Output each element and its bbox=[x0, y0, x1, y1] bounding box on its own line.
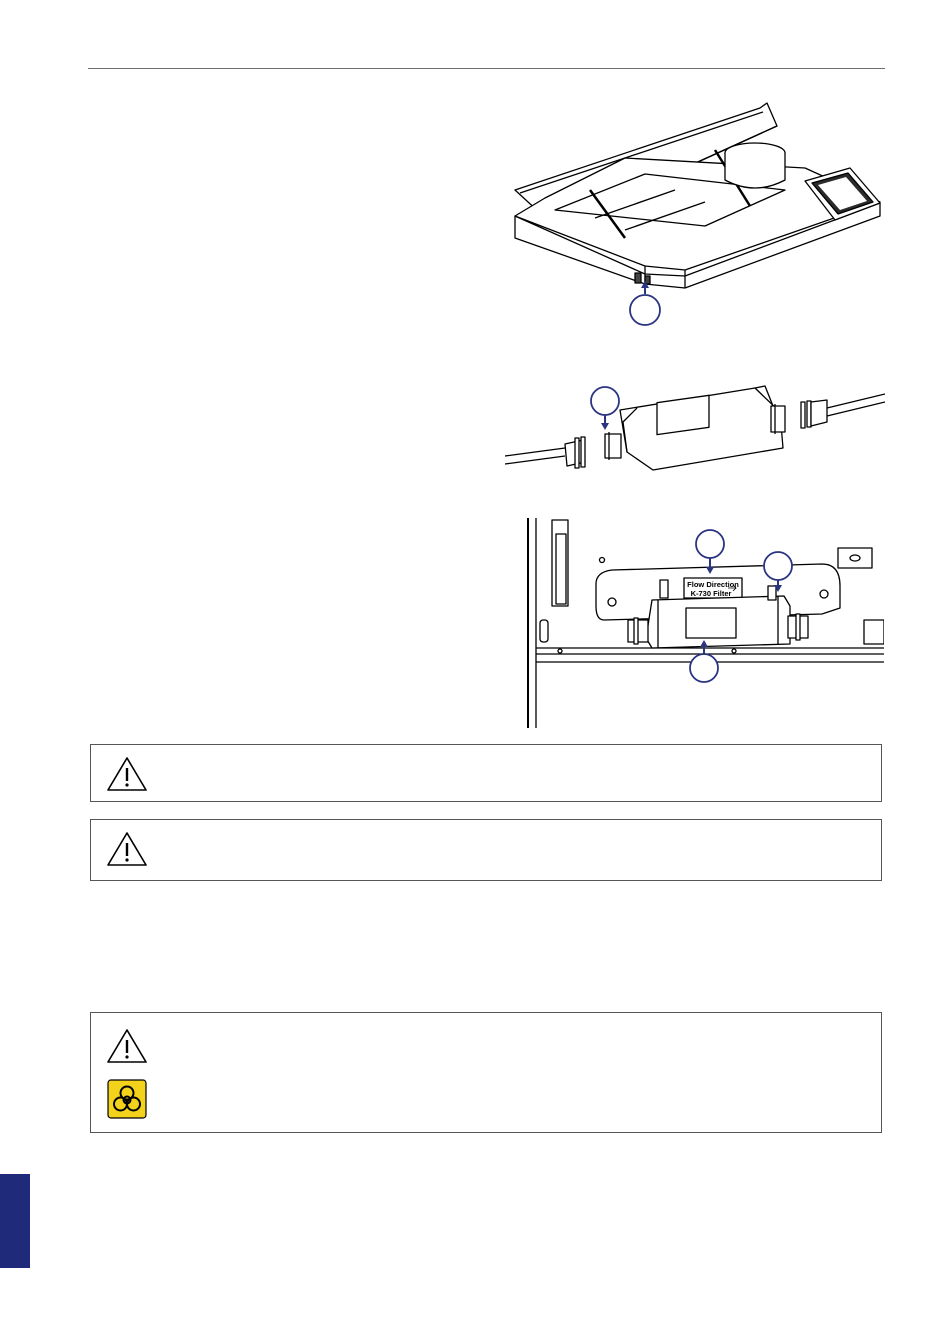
figure-filter-cartridge bbox=[505, 382, 885, 482]
warning-triangle-icon bbox=[105, 1027, 149, 1065]
warning-box-2 bbox=[90, 819, 882, 881]
figure-instrument-open bbox=[505, 98, 885, 330]
chapter-side-tab bbox=[0, 1174, 30, 1268]
filter-label-line1: Flow Direction bbox=[687, 580, 739, 589]
warning-box-biohazard bbox=[90, 1012, 882, 1133]
biohazard-icon bbox=[107, 1079, 147, 1119]
warning-box-1 bbox=[90, 744, 882, 802]
warning-triangle-icon bbox=[105, 830, 149, 868]
header-rule bbox=[88, 68, 885, 69]
filter-label-line2: K-730 Filter bbox=[690, 589, 732, 598]
warning-triangle-icon bbox=[105, 755, 149, 793]
figure-filter-installed bbox=[522, 516, 884, 730]
